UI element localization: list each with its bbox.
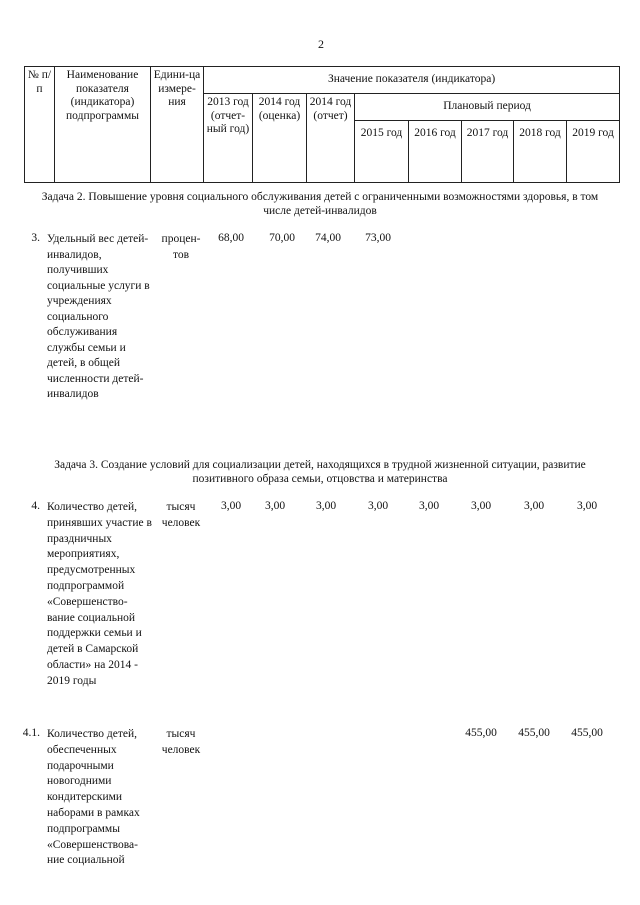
header-plan: Плановый период	[355, 94, 620, 121]
header-name: Наименование показателя (индикатора) подпрограммы	[55, 67, 151, 183]
value-2019: 455,00	[571, 727, 603, 739]
header-num: № п/п	[25, 67, 55, 183]
header-table	[24, 66, 620, 183]
header-2014-estimate: 2014 год (оценка)	[253, 94, 307, 183]
row-number: 4.1.	[22, 727, 40, 739]
header-2017: 2017 год	[462, 121, 514, 183]
value-2017: 3,00	[470, 500, 492, 512]
row-unit: тысяч человек	[161, 501, 201, 529]
page-number: 2	[318, 37, 324, 51]
header-2019: 2019 год	[567, 121, 620, 183]
value-2016: 3,00	[418, 500, 440, 512]
header-2014-report: 2014 год (отчет)	[307, 94, 355, 183]
value-2013: 68,00	[218, 232, 244, 244]
row-unit: процен-тов	[161, 233, 201, 261]
task-2-heading: Задача 2. Повышение уровня социального обслуживания детей с ограниченными возможностями здоровья, в том числе детей-инвалидов	[41, 191, 599, 217]
value-2013: 3,00	[220, 500, 242, 512]
row-number: 3.	[31, 232, 40, 244]
value-2015: 73,00	[365, 232, 391, 244]
value-2014-estimate: 70,00	[269, 232, 295, 244]
row-name: Удельный вес детей-инвалидов, получивших социальные услуги в учреждениях социального обслуживания службы семьи и детей, в общей численности детей-инвалидов	[47, 233, 150, 400]
header-2018: 2018 год	[514, 121, 567, 183]
row-name: Количество детей, обеспеченных подарочными новогодними кондитерскими наборами в рамках подпрограммы «Совершенствова-ние социальной	[47, 728, 140, 867]
row-unit: тысяч человек	[161, 728, 201, 756]
value-2014-report: 74,00	[315, 232, 341, 244]
value-2017: 455,00	[465, 727, 497, 739]
value-2018: 455,00	[518, 727, 550, 739]
header-value: Значение показателя (индикатора)	[204, 67, 620, 94]
value-2015: 3,00	[367, 500, 389, 512]
header-unit: Едини-ца измере-ния	[151, 67, 204, 183]
value-2014-estimate: 3,00	[264, 500, 286, 512]
value-2014-report: 3,00	[315, 500, 337, 512]
header-2016: 2016 год	[409, 121, 462, 183]
header-2015: 2015 год	[355, 121, 409, 183]
value-2018: 3,00	[523, 500, 545, 512]
row-name: Количество детей, принявших участие в праздничных мероприятиях, предусмотренных подпрограммой «Совершенство-вание социальной поддержки семьи и детей в Самарской области» на 2014 - 2019 годы	[47, 501, 152, 687]
task-3-heading: Задача 3. Создание условий для социализации детей, находящихся в трудной жизненной ситуации, развитие позитивного образа семьи, отцовства и материнства	[54, 459, 586, 485]
row-number: 4.	[31, 500, 40, 512]
value-2019: 3,00	[576, 500, 598, 512]
header-2013: 2013 год (отчет-ный год)	[204, 94, 253, 183]
